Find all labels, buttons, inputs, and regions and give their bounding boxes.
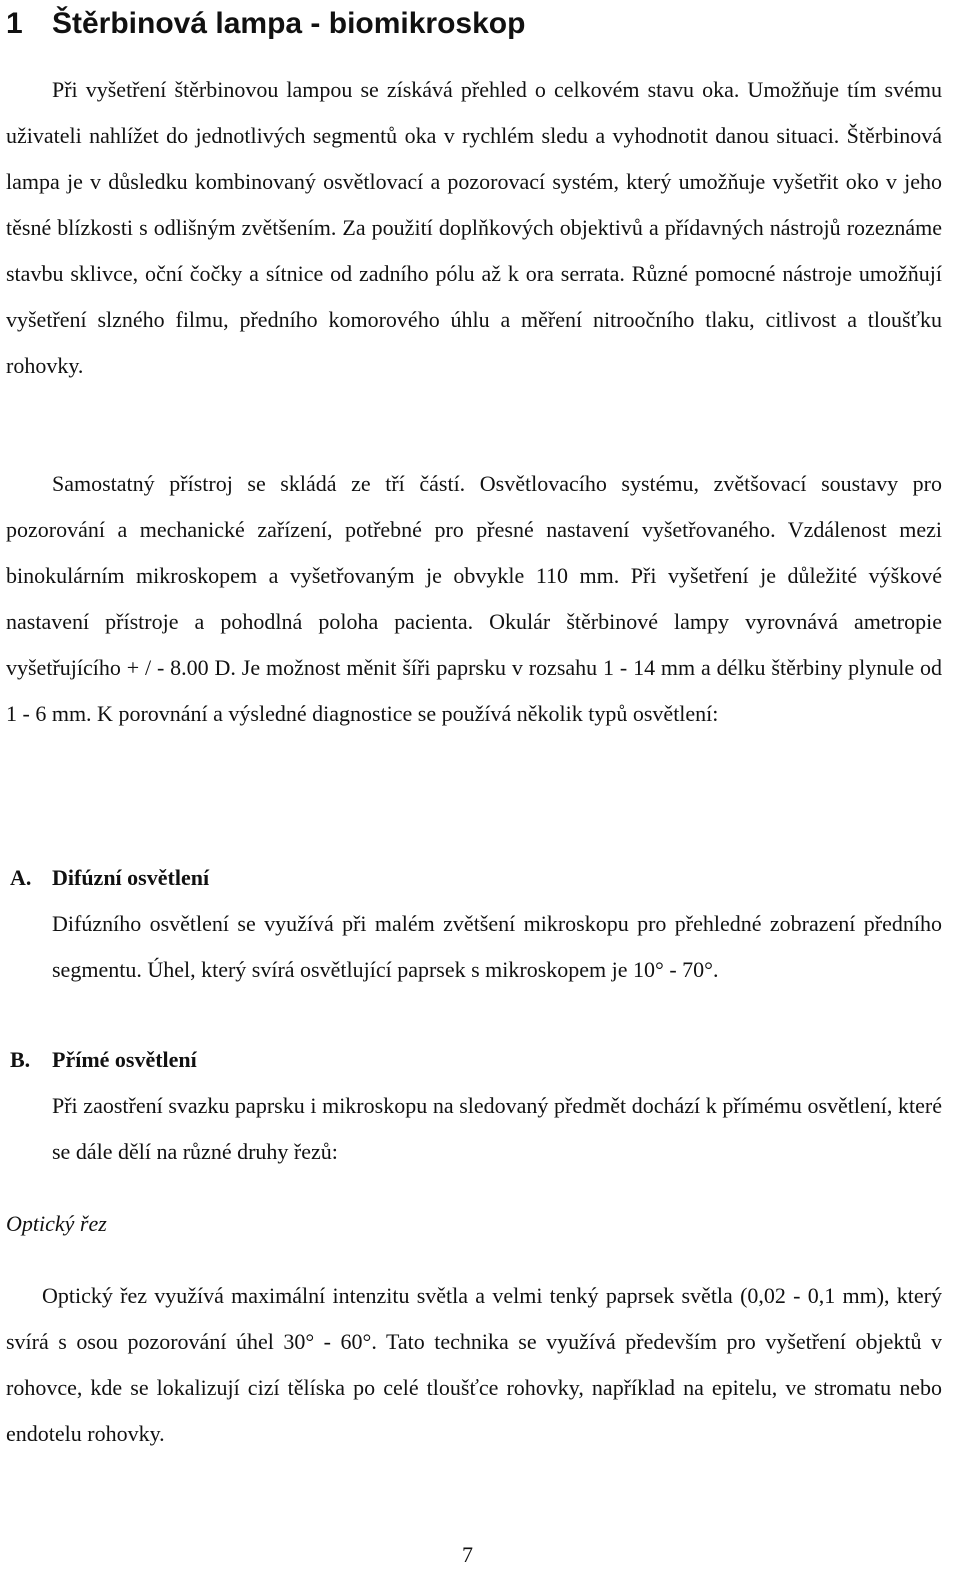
chapter-title: Štěrbinová lampa - biomikroskop: [52, 7, 526, 40]
section-b-title: Přímé osvětlení: [52, 1047, 197, 1072]
section-a-text: Difúzního osvětlení se využívá při malém zvětšení mikroskopu pro přehledné zobrazení předního segmentu. Úhel, který svírá osvětlující paprsek s mikroskopem je 10° - 70°.: [52, 911, 942, 982]
parts-paragraph: Samostatný přístroj se skládá ze tří částí. Osvětlovacího systému, zvětšovací soustavy pro pozorování a mechanické zařízení, potřebné pro přesné nastavení vyšetřovaného. Vzdálenost mezi binokulárním mikroskopem a vyšetřovaným je obvykle 110 mm. Při vyšetření je důležité výškové nastavení přístroje a pohodlná poloha pacienta. Okulár štěrbinové lampy vyrovnává ametropie vyšetřujícího + / - 8.00 D. Je možnost měnit šíři paprsku v rozsahu 1 - 14 mm a délku štěrbiny plynule od 1 - 6 mm. K porovnání a výsledné diagnostice se používá několik typů osvětlení:: [6, 471, 942, 726]
section-a-title: Difúzní osvětlení: [52, 865, 210, 890]
section-a-heading: [10, 855, 209, 901]
section-a-letter: A.: [10, 865, 32, 890]
chapter-heading: [6, 4, 525, 44]
chapter-number: 1: [6, 7, 23, 40]
intro-paragraph: Při vyšetření štěrbinovou lampou se získává přehled o celkovém stavu oka. Umožňuje tím svému uživateli nahlížet do jednotlivých segmentů oka v rychlém sledu a vyhodnotit danou situaci. Štěrbinová lampa je v důsledku kombinovaný osvětlovací a pozorovací systém, který umožňuje vyšetřit oko v jeho těsné blízkosti s odlišným zvětšením. Za použití doplňkových objektivů a přídavných nástrojů rozeznáme stavbu sklivce, oční čočky a sítnice od zadního pólu až k ora serrata. Různé pomocné nástroje umožňují vyšetření slzného filmu, předního komorového úhlu a měření nitroočního tlaku, citlivost a tloušťku rohovky.: [6, 77, 942, 378]
page-number: 7: [462, 1542, 473, 1567]
section-b-letter: B.: [10, 1047, 31, 1072]
section-b-heading: [10, 1037, 197, 1083]
subsection-text: Optický řez využívá maximální intenzitu světla a velmi tenký paprsek světla (0,02 - 0,1 mm), který svírá s osou pozorování úhel 30° - 60°. Tato technika se využívá především pro vyšetření objektů v rohovce, kde se lokalizují cizí tělíska po celé tloušťce rohovky, například na epitelu, ve stromatu nebo endotelu rohovky.: [6, 1283, 942, 1446]
section-b-text: Při zaostření svazku paprsku i mikroskopu na sledovaný předmět dochází k přímému osvětlení, které se dále dělí na různé druhy řezů:: [52, 1093, 942, 1164]
subsection-title: Optický řez: [6, 1211, 107, 1236]
